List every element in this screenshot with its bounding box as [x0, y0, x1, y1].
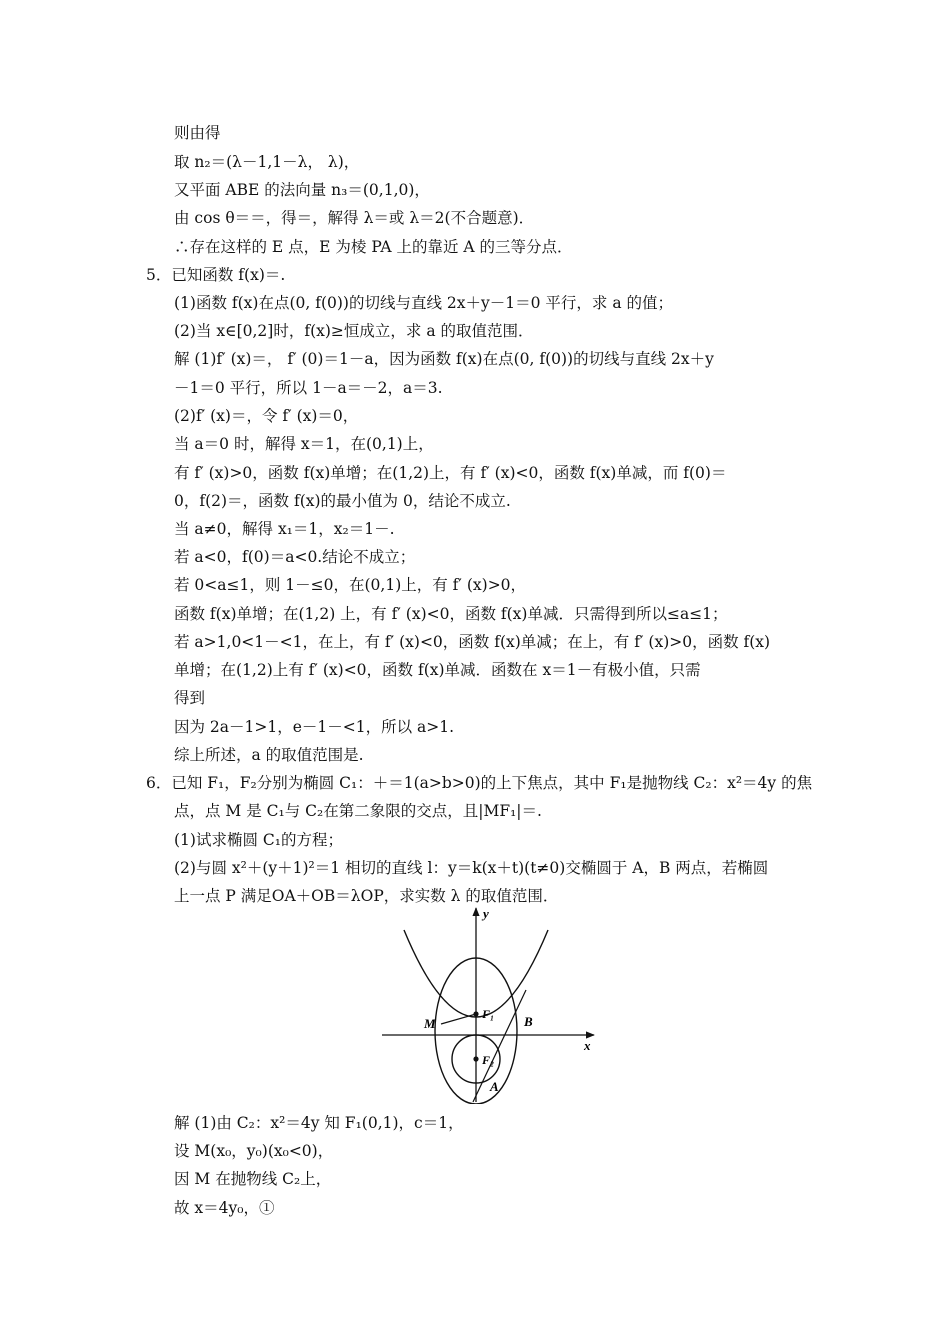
text-line: 若 a<0，f(0)＝a<0.结论不成立； — [174, 548, 416, 566]
text-line: (1)试求椭圆 C₁的方程； — [174, 831, 343, 849]
text-line: 有 f′ (x)>0，函数 f(x)单增；在(1,2)上，有 f′ (x)<0，函数 f(x)单减，而 f(0)＝ — [174, 464, 727, 482]
text-line: 当 a＝0 时，解得 x＝1，在(0,1)上， — [174, 435, 434, 453]
text-line: (2)f′ (x)＝，令 f′ (x)＝0， — [174, 407, 359, 425]
text-line: 综上所述，a 的取值范围是. — [174, 746, 364, 764]
problem-5-statement: 5．已知函数 f(x)＝. — [146, 266, 286, 284]
text-line: 解 (1)f′ (x)＝， f′ (0)＝1－a，因为函数 f(x)在点(0, f(0))的切线与直线 2x＋y — [174, 350, 714, 368]
label-f1: F₁ — [482, 1007, 495, 1021]
tangent-line — [473, 990, 526, 1102]
label-f2: F₂ — [482, 1053, 495, 1067]
text-line: 0，f(2)＝，函数 f(x)的最小值为 0，结论不成立. — [174, 492, 511, 510]
text-line: 得到 — [174, 689, 206, 707]
text-line: 取 n₂＝(λ－1,1－λ， λ)， — [174, 153, 360, 171]
y-axis-label: y — [483, 906, 489, 921]
text-line: 点，点 M 是 C₁与 C₂在第二象限的交点，且|MF₁|＝. — [174, 802, 542, 820]
text-line: (2)当 x∈[0,2]时，f(x)≥恒成立，求 a 的取值范围． — [174, 322, 534, 340]
text-line: 单增；在(1,2)上有 f′ (x)<0，函数 f(x)单减．函数在 x＝1－有极小值，只需 — [174, 661, 701, 679]
text-line: 解 (1)由 C₂：x²＝4y 知 F₁(0,1)，c＝1， — [174, 1114, 464, 1132]
text-line: 设 M(x₀，y₀)(x₀<0)， — [174, 1142, 334, 1160]
text-line: (2)与圆 x²＋(y＋1)²＝1 相切的直线 l：y＝k(x＋t)(t≠0)交椭圆于 A，B 两点，若椭圆 — [174, 859, 769, 877]
text-line: ∴存在这样的 E 点，E 为棱 PA 上的靠近 A 的三等分点． — [174, 238, 573, 256]
text-line: 由 cos θ＝＝，得＝，解得 λ＝或 λ＝2(不合题意)． — [174, 209, 535, 227]
text-line: 函数 f(x)单增；在(1,2) 上，有 f′ (x)<0，函数 f(x)单减．只需得到所以≤a≤1； — [174, 605, 728, 623]
label-b: B — [524, 1014, 533, 1029]
label-a: A — [490, 1079, 499, 1094]
x-axis-label: x — [584, 1038, 591, 1053]
segment-mf1 — [441, 1014, 476, 1024]
text-line: 故 x＝4y₀，① — [174, 1199, 275, 1217]
text-line: 则由得 — [174, 124, 221, 142]
ellipse-parabola-figure — [378, 904, 600, 1104]
point-f1 — [473, 1011, 478, 1016]
point-f2 — [473, 1056, 478, 1061]
problem-6-statement: 6．已知 F₁，F₂分别为椭圆 C₁：＋＝1(a>b>0)的上下焦点，其中 F₁是抛物线 C₂：x²＝4y 的焦 — [146, 774, 813, 792]
text-line: 上一点 P 满足OA＋OB＝λOP，求实数 λ 的取值范围． — [174, 887, 559, 905]
text-line: －1＝0 平行，所以 1－a＝－2，a＝3. — [174, 379, 443, 397]
text-line: 若 a>1,0<1－<1，在上，有 f′ (x)<0，函数 f(x)单减；在上，有 f′ (x)>0，函数 f(x) — [174, 633, 771, 651]
label-m: M — [424, 1016, 436, 1031]
text-line: 若 0<a≤1，则 1－≤0，在(0,1)上，有 f′ (x)>0， — [174, 576, 527, 594]
text-line: 因 M 在抛物线 C₂上， — [174, 1170, 332, 1188]
text-line: (1)函数 f(x)在点(0, f(0))的切线与直线 2x＋y－1＝0 平行，求 a 的值； — [174, 294, 673, 312]
text-line: 又平面 ABE 的法向量 n₃＝(0,1,0)， — [174, 181, 430, 199]
text-line: 当 a≠0，解得 x₁＝1，x₂＝1－. — [174, 520, 395, 538]
text-line: 因为 2a－1>1，e－1－<1，所以 a>1. — [174, 718, 455, 736]
